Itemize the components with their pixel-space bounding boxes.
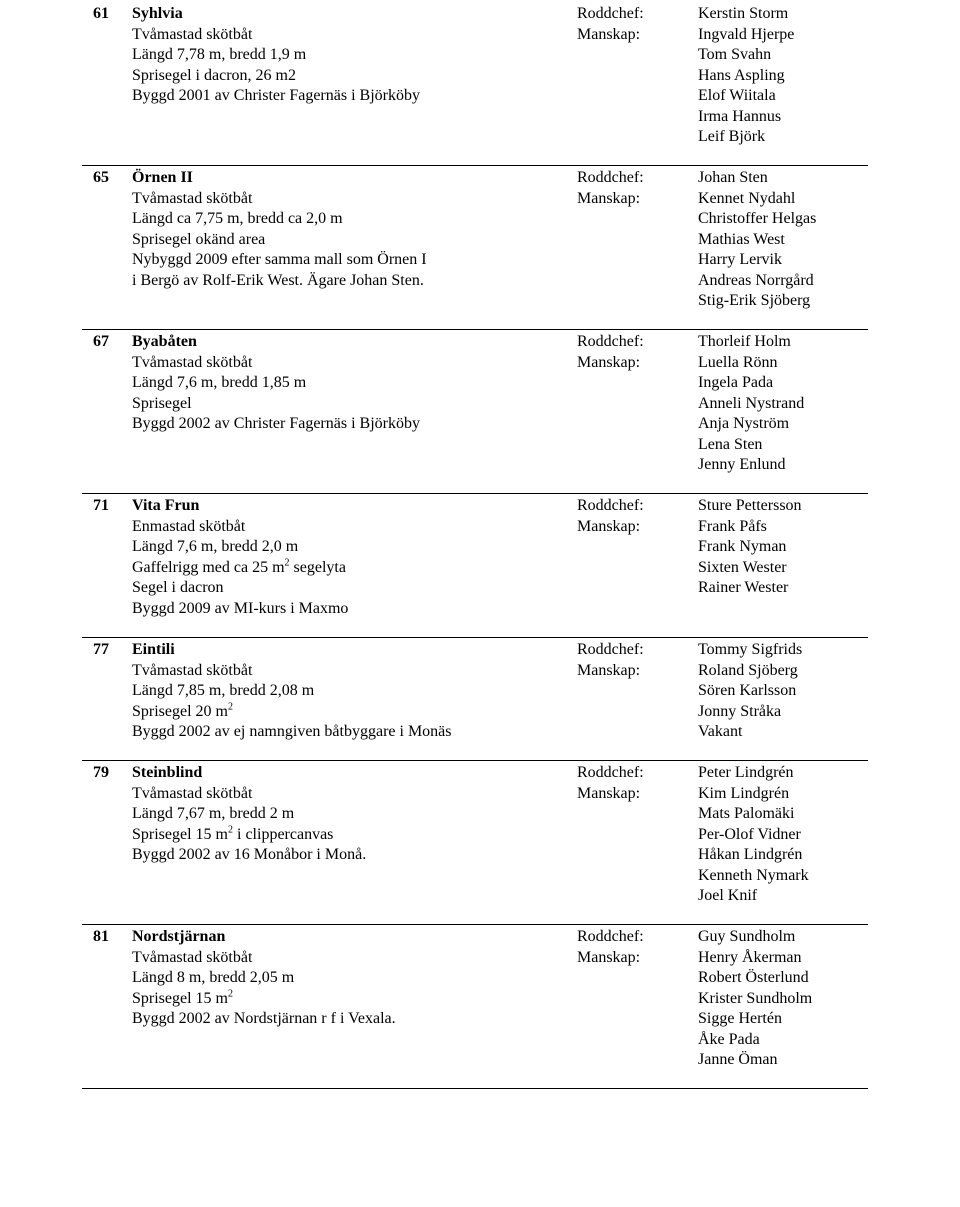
crew-member: Tom Svahn <box>698 46 772 63</box>
leader-label: Roddchef: <box>577 497 644 514</box>
crew-member: Sigge Hertén <box>698 1010 782 1027</box>
role-labels <box>577 4 687 45</box>
boat-detail-line: Sprisegel 15 $m^2$ <box>132 988 233 1007</box>
crew-label: Manskap: <box>577 353 641 371</box>
role-labels <box>577 496 687 537</box>
boat-detail-line: Tvåmastad skötbåt <box>132 784 253 802</box>
crew-list <box>698 496 868 599</box>
boat-detail-line: Byggd 2002 av Nordstjärnan r f i Vexala. <box>132 1010 396 1027</box>
crew-member: Andreas Norrgård <box>698 271 814 289</box>
crew-list <box>698 332 868 476</box>
crew-member: Frank Nyman <box>698 538 787 555</box>
crew-member: Jonny Stråka <box>698 702 782 720</box>
boat-detail-line: Tvåmastad skötbåt <box>132 948 253 966</box>
role-labels <box>577 763 687 804</box>
boat-name: Vita Frun <box>132 497 200 514</box>
boat-number: 67 <box>93 333 109 350</box>
boat-detail-line: Nybyggd 2009 efter samma mall som Örnen I <box>132 251 427 268</box>
crew-list <box>698 640 868 743</box>
crew-member: Vakant <box>698 723 743 740</box>
leader-label: Roddchef: <box>577 169 644 186</box>
crew-label: Manskap: <box>577 517 641 535</box>
boat-detail-line: Längd ca 7,75 m, bredd ca 2,0 m <box>132 210 343 227</box>
boat-detail-line: Tvåmastad skötbåt <box>132 353 253 371</box>
role-labels <box>577 640 687 681</box>
crew-member: Elof Wiitala <box>698 87 776 104</box>
boat-detail-line: Längd 7,6 m, bredd 2,0 m <box>132 538 299 555</box>
leader-name: Johan Sten <box>698 169 768 186</box>
crew-member: Sören Karlsson <box>698 682 797 699</box>
crew-member: Roland Sjöberg <box>698 661 798 679</box>
boat-detail-line: Byggd 2009 av MI-kurs i Maxmo <box>132 599 349 617</box>
crew-label: Manskap: <box>577 25 641 43</box>
boat-detail-line: i Bergö av Rolf-Erik West. Ägare Johan Sten. <box>132 271 424 289</box>
leader-label: Roddchef: <box>577 764 644 781</box>
crew-member: Kim Lindgrén <box>698 784 790 802</box>
boat-detail-line: Längd 7,85 m, bredd 2,08 m <box>132 682 315 699</box>
boat-number: 71 <box>93 497 109 514</box>
crew-member: Hans Aspling <box>698 66 785 84</box>
boat-detail-line: Tvåmastad skötbåt <box>132 661 253 679</box>
boat-name: Steinblind <box>132 764 203 781</box>
crew-member: Irma Hannus <box>698 107 782 125</box>
boat-number: 61 <box>93 5 109 22</box>
boat-name: Nordstjärnan <box>132 928 226 945</box>
crew-member: Ingela Pada <box>698 374 774 391</box>
boat-description <box>132 4 572 107</box>
leader-name: Sture Pettersson <box>698 497 802 514</box>
crew-member: Kennet Nydahl <box>698 189 796 207</box>
boat-detail-line: Byggd 2002 av 16 Monåbor i Monå. <box>132 846 367 863</box>
boat-description <box>132 927 572 1030</box>
crew-member: Luella Rönn <box>698 353 778 371</box>
role-labels <box>577 927 687 968</box>
boat-detail-line: Enmastad skötbåt <box>132 517 246 535</box>
boat-detail-line: Byggd 2002 av Christer Fagernäs i Björköby <box>132 415 420 432</box>
leader-label: Roddchef: <box>577 333 644 350</box>
crew-label: Manskap: <box>577 189 641 207</box>
leader-name: Thorleif Holm <box>698 333 791 350</box>
boat-detail-line: Segel i dacron <box>132 579 224 596</box>
leader-label: Roddchef: <box>577 928 644 945</box>
boat-detail-line: Sprisegel <box>132 394 192 412</box>
crew-member: Lena Sten <box>698 435 763 453</box>
boat-name: Syhlvia <box>132 5 183 22</box>
separator-rule <box>82 1088 868 1089</box>
crew-member: Christoffer Helgas <box>698 210 817 227</box>
role-labels <box>577 332 687 373</box>
boat-number: 77 <box>93 641 109 658</box>
separator-rule <box>82 165 868 166</box>
crew-member: Rainer Wester <box>698 579 789 596</box>
boat-detail-line: Sprisegel 15 $m^2$ i clippercanvas <box>132 824 334 843</box>
leader-label: Roddchef: <box>577 5 644 22</box>
leader-name: Tommy Sigfrids <box>698 641 803 658</box>
crew-member: Per-Olof Vidner <box>698 825 801 843</box>
crew-member: Henry Åkerman <box>698 948 802 966</box>
crew-member: Robert Österlund <box>698 969 809 986</box>
boat-name: Örnen II <box>132 169 193 186</box>
boat-name: Byabåten <box>132 333 197 350</box>
boat-detail-line: Längd 7,6 m, bredd 1,85 m <box>132 374 307 391</box>
boat-description <box>132 763 572 866</box>
boat-number: 79 <box>93 764 109 781</box>
crew-list <box>698 4 868 148</box>
role-labels <box>577 168 687 209</box>
boat-detail-line: Sprisegel okänd area <box>132 230 266 248</box>
separator-rule <box>82 637 868 638</box>
crew-member: Anneli Nystrand <box>698 394 805 412</box>
crew-member: Frank Påfs <box>698 517 767 535</box>
crew-member: Krister Sundholm <box>698 989 813 1007</box>
boat-number: 65 <box>93 169 109 186</box>
boat-detail-line: Tvåmastad skötbåt <box>132 25 253 43</box>
crew-list <box>698 927 868 1071</box>
crew-member: Håkan Lindgrén <box>698 846 803 863</box>
leader-name: Kerstin Storm <box>698 5 789 22</box>
boat-description <box>132 332 572 435</box>
boat-detail-line: Sprisegel 20 $m^2$ <box>132 701 233 720</box>
crew-list <box>698 168 868 312</box>
separator-rule <box>82 329 868 330</box>
boat-name: Eintili <box>132 641 175 658</box>
crew-member: Joel Knif <box>698 887 758 904</box>
crew-member: Ingvald Hjerpe <box>698 25 795 43</box>
separator-rule <box>82 760 868 761</box>
boat-description <box>132 640 572 743</box>
crew-member: Åke Pada <box>698 1030 760 1048</box>
crew-member: Jenny Enlund <box>698 456 786 473</box>
crew-label: Manskap: <box>577 948 641 966</box>
boat-detail-line: Byggd 2001 av Christer Fagernäs i Björköby <box>132 87 420 104</box>
crew-label: Manskap: <box>577 784 641 802</box>
leader-label: Roddchef: <box>577 641 644 658</box>
boat-number: 81 <box>93 928 109 945</box>
crew-member: Stig-Erik Sjöberg <box>698 292 811 309</box>
boat-detail-line: Gaffelrigg med ca 25 $m^2$ segelyta <box>132 557 346 576</box>
leader-name: Peter Lindgrén <box>698 764 794 781</box>
crew-label: Manskap: <box>577 661 641 679</box>
boat-detail-line: Längd 7,67 m, bredd 2 m <box>132 805 295 822</box>
crew-member: Mathias West <box>698 230 785 248</box>
crew-member: Leif Björk <box>698 128 766 145</box>
crew-member: Sixten Wester <box>698 558 787 576</box>
boat-detail-line: Längd 7,78 m, bredd 1,9 m <box>132 46 307 63</box>
boat-detail-line: Längd 8 m, bredd 2,05 m <box>132 969 295 986</box>
crew-member: Janne Öman <box>698 1051 778 1068</box>
separator-rule <box>82 493 868 494</box>
crew-list <box>698 763 868 907</box>
boat-description <box>132 496 572 619</box>
boat-detail-line: Byggd 2002 av ej namngiven båtbyggare i Monäs <box>132 723 452 740</box>
boat-detail-line: Tvåmastad skötbåt <box>132 189 253 207</box>
crew-member: Kenneth Nymark <box>698 866 809 884</box>
crew-member: Anja Nyström <box>698 415 790 432</box>
separator-rule <box>82 924 868 925</box>
crew-member: Mats Palomäki <box>698 805 795 822</box>
leader-name: Guy Sundholm <box>698 928 796 945</box>
boat-detail-line: Sprisegel i dacron, 26 m2 <box>132 66 296 84</box>
boat-description <box>132 168 572 291</box>
crew-member: Harry Lervik <box>698 251 782 268</box>
